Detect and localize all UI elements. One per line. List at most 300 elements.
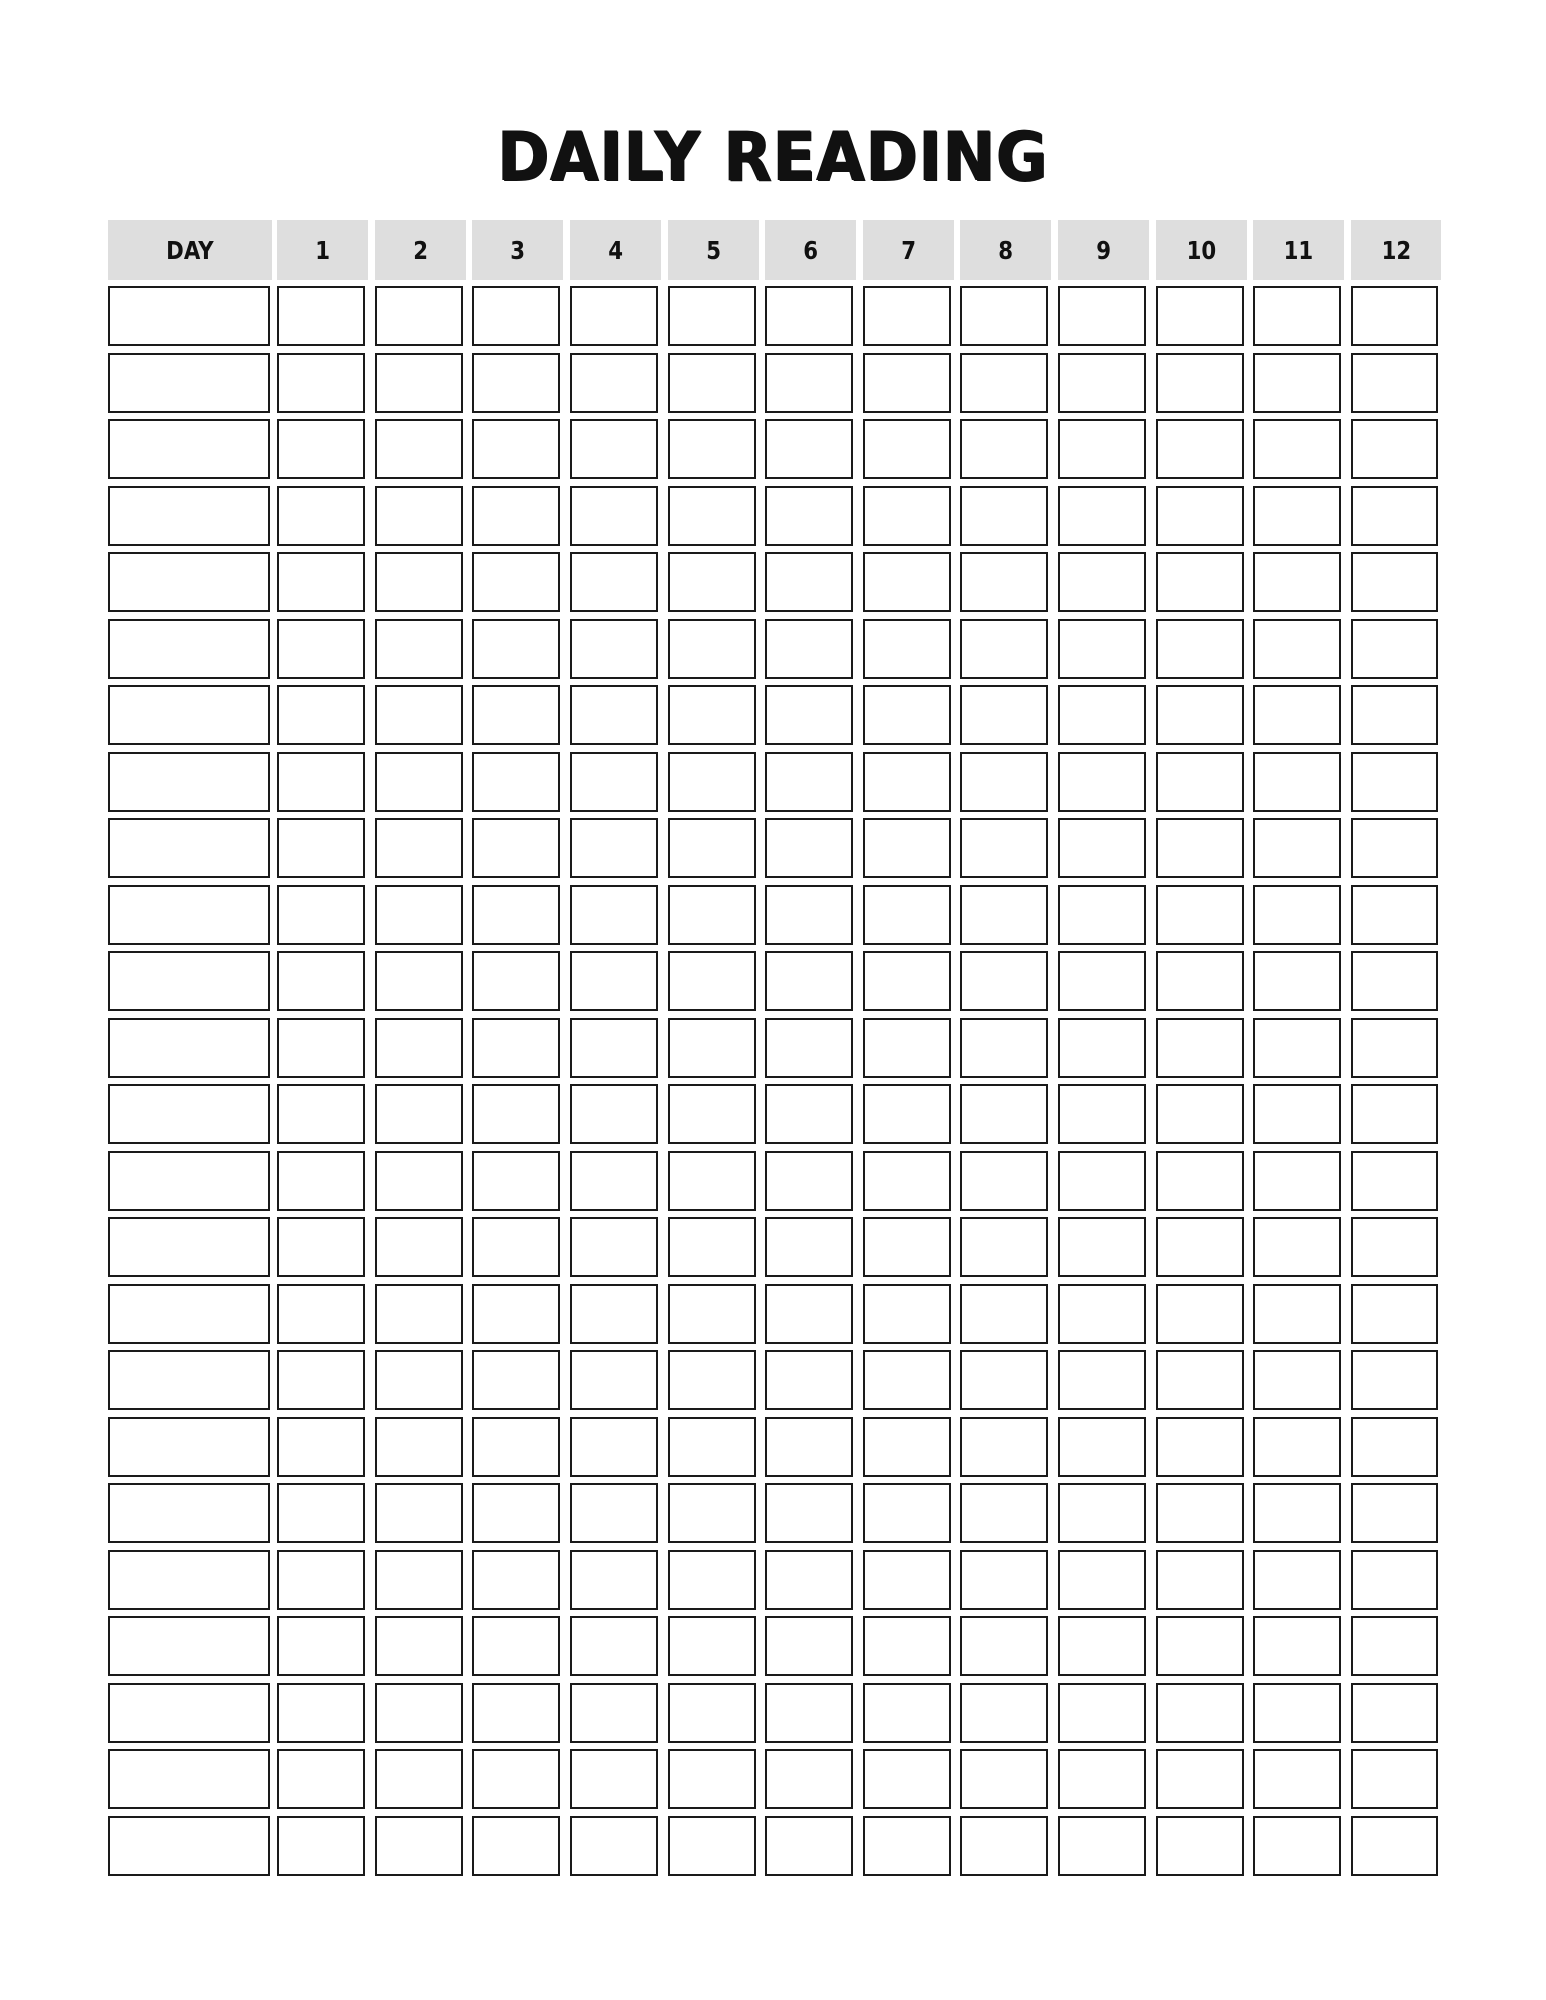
reading-check-box[interactable] bbox=[668, 1217, 756, 1277]
reading-check-box[interactable] bbox=[960, 286, 1048, 346]
reading-check-box[interactable] bbox=[375, 1217, 463, 1277]
reading-check-box[interactable] bbox=[765, 951, 853, 1011]
reading-check-box[interactable] bbox=[1253, 1350, 1341, 1410]
reading-check-box[interactable] bbox=[277, 1018, 365, 1078]
day-entry-box[interactable] bbox=[108, 818, 270, 878]
reading-check-box[interactable] bbox=[668, 1550, 756, 1610]
reading-check-box[interactable] bbox=[1253, 1749, 1341, 1809]
reading-check-box[interactable] bbox=[277, 818, 365, 878]
reading-check-box[interactable] bbox=[277, 486, 365, 546]
reading-check-box[interactable] bbox=[1156, 1749, 1244, 1809]
day-entry-box[interactable] bbox=[108, 1018, 270, 1078]
reading-check-box[interactable] bbox=[277, 1816, 365, 1876]
reading-check-box[interactable] bbox=[765, 486, 853, 546]
reading-check-box[interactable] bbox=[1058, 619, 1146, 679]
reading-check-box[interactable] bbox=[1156, 685, 1244, 745]
reading-check-box[interactable] bbox=[472, 486, 560, 546]
reading-check-box[interactable] bbox=[472, 951, 560, 1011]
reading-check-box[interactable] bbox=[375, 1018, 463, 1078]
reading-check-box[interactable] bbox=[960, 1018, 1048, 1078]
reading-check-box[interactable] bbox=[1156, 752, 1244, 812]
reading-check-box[interactable] bbox=[570, 419, 658, 479]
reading-check-box[interactable] bbox=[375, 486, 463, 546]
reading-check-box[interactable] bbox=[1253, 286, 1341, 346]
day-entry-box[interactable] bbox=[108, 1483, 270, 1543]
reading-check-box[interactable] bbox=[1253, 1550, 1341, 1610]
reading-check-box[interactable] bbox=[863, 885, 951, 945]
reading-check-box[interactable] bbox=[863, 1749, 951, 1809]
reading-check-box[interactable] bbox=[472, 1350, 560, 1410]
day-entry-box[interactable] bbox=[108, 1350, 270, 1410]
reading-check-box[interactable] bbox=[570, 1816, 658, 1876]
reading-check-box[interactable] bbox=[668, 685, 756, 745]
reading-check-box[interactable] bbox=[375, 1284, 463, 1344]
reading-check-box[interactable] bbox=[1351, 1350, 1438, 1410]
reading-check-box[interactable] bbox=[1156, 1284, 1244, 1344]
reading-check-box[interactable] bbox=[1253, 1284, 1341, 1344]
reading-check-box[interactable] bbox=[1058, 552, 1146, 612]
reading-check-box[interactable] bbox=[765, 818, 853, 878]
reading-check-box[interactable] bbox=[570, 1616, 658, 1676]
reading-check-box[interactable] bbox=[765, 619, 853, 679]
reading-check-box[interactable] bbox=[472, 685, 560, 745]
reading-check-box[interactable] bbox=[472, 1018, 560, 1078]
day-entry-box[interactable] bbox=[108, 552, 270, 612]
reading-check-box[interactable] bbox=[960, 1217, 1048, 1277]
reading-check-box[interactable] bbox=[1351, 1616, 1438, 1676]
reading-check-box[interactable] bbox=[277, 1749, 365, 1809]
reading-check-box[interactable] bbox=[570, 818, 658, 878]
reading-check-box[interactable] bbox=[863, 419, 951, 479]
reading-check-box[interactable] bbox=[863, 1483, 951, 1543]
reading-check-box[interactable] bbox=[1253, 1616, 1341, 1676]
reading-check-box[interactable] bbox=[1351, 951, 1438, 1011]
reading-check-box[interactable] bbox=[765, 885, 853, 945]
reading-check-box[interactable] bbox=[1351, 1816, 1438, 1876]
reading-check-box[interactable] bbox=[1351, 1284, 1438, 1344]
reading-check-box[interactable] bbox=[1058, 1217, 1146, 1277]
day-entry-box[interactable] bbox=[108, 1816, 270, 1876]
reading-check-box[interactable] bbox=[765, 1151, 853, 1211]
reading-check-box[interactable] bbox=[765, 1683, 853, 1743]
reading-check-box[interactable] bbox=[1058, 419, 1146, 479]
reading-check-box[interactable] bbox=[863, 685, 951, 745]
reading-check-box[interactable] bbox=[668, 1151, 756, 1211]
reading-check-box[interactable] bbox=[960, 419, 1048, 479]
reading-check-box[interactable] bbox=[1156, 1550, 1244, 1610]
reading-check-box[interactable] bbox=[1253, 619, 1341, 679]
reading-check-box[interactable] bbox=[375, 1483, 463, 1543]
reading-check-box[interactable] bbox=[863, 1018, 951, 1078]
reading-check-box[interactable] bbox=[1058, 885, 1146, 945]
reading-check-box[interactable] bbox=[960, 1550, 1048, 1610]
reading-check-box[interactable] bbox=[960, 1084, 1048, 1144]
reading-check-box[interactable] bbox=[765, 419, 853, 479]
reading-check-box[interactable] bbox=[375, 1616, 463, 1676]
reading-check-box[interactable] bbox=[1351, 1417, 1438, 1477]
day-entry-box[interactable] bbox=[108, 619, 270, 679]
reading-check-box[interactable] bbox=[1156, 1084, 1244, 1144]
reading-check-box[interactable] bbox=[570, 1284, 658, 1344]
reading-check-box[interactable] bbox=[375, 818, 463, 878]
reading-check-box[interactable] bbox=[863, 1151, 951, 1211]
reading-check-box[interactable] bbox=[570, 685, 658, 745]
reading-check-box[interactable] bbox=[960, 1483, 1048, 1543]
reading-check-box[interactable] bbox=[863, 1284, 951, 1344]
reading-check-box[interactable] bbox=[863, 286, 951, 346]
reading-check-box[interactable] bbox=[570, 619, 658, 679]
reading-check-box[interactable] bbox=[765, 1483, 853, 1543]
reading-check-box[interactable] bbox=[1058, 353, 1146, 413]
reading-check-box[interactable] bbox=[863, 1350, 951, 1410]
reading-check-box[interactable] bbox=[668, 1018, 756, 1078]
reading-check-box[interactable] bbox=[1351, 1217, 1438, 1277]
reading-check-box[interactable] bbox=[863, 619, 951, 679]
reading-check-box[interactable] bbox=[863, 1084, 951, 1144]
reading-check-box[interactable] bbox=[472, 1284, 560, 1344]
reading-check-box[interactable] bbox=[668, 353, 756, 413]
reading-check-box[interactable] bbox=[570, 1749, 658, 1809]
reading-check-box[interactable] bbox=[277, 619, 365, 679]
reading-check-box[interactable] bbox=[277, 951, 365, 1011]
reading-check-box[interactable] bbox=[960, 951, 1048, 1011]
reading-check-box[interactable] bbox=[277, 1417, 365, 1477]
day-entry-box[interactable] bbox=[108, 885, 270, 945]
day-entry-box[interactable] bbox=[108, 752, 270, 812]
reading-check-box[interactable] bbox=[1058, 818, 1146, 878]
day-entry-box[interactable] bbox=[108, 486, 270, 546]
reading-check-box[interactable] bbox=[1253, 1417, 1341, 1477]
reading-check-box[interactable] bbox=[1058, 685, 1146, 745]
reading-check-box[interactable] bbox=[472, 1749, 560, 1809]
reading-check-box[interactable] bbox=[668, 286, 756, 346]
reading-check-box[interactable] bbox=[960, 1616, 1048, 1676]
reading-check-box[interactable] bbox=[1058, 1417, 1146, 1477]
reading-check-box[interactable] bbox=[1156, 552, 1244, 612]
reading-check-box[interactable] bbox=[277, 1616, 365, 1676]
reading-check-box[interactable] bbox=[863, 552, 951, 612]
reading-check-box[interactable] bbox=[375, 1417, 463, 1477]
reading-check-box[interactable] bbox=[668, 1483, 756, 1543]
reading-check-box[interactable] bbox=[570, 486, 658, 546]
reading-check-box[interactable] bbox=[570, 1151, 658, 1211]
reading-check-box[interactable] bbox=[1253, 419, 1341, 479]
reading-check-box[interactable] bbox=[472, 1417, 560, 1477]
reading-check-box[interactable] bbox=[1253, 1483, 1341, 1543]
reading-check-box[interactable] bbox=[1058, 1284, 1146, 1344]
reading-check-box[interactable] bbox=[1156, 1217, 1244, 1277]
reading-check-box[interactable] bbox=[1351, 1550, 1438, 1610]
reading-check-box[interactable] bbox=[1253, 818, 1341, 878]
reading-check-box[interactable] bbox=[375, 419, 463, 479]
reading-check-box[interactable] bbox=[1156, 486, 1244, 546]
reading-check-box[interactable] bbox=[375, 1683, 463, 1743]
reading-check-box[interactable] bbox=[570, 1018, 658, 1078]
reading-check-box[interactable] bbox=[570, 1417, 658, 1477]
reading-check-box[interactable] bbox=[277, 1284, 365, 1344]
reading-check-box[interactable] bbox=[570, 353, 658, 413]
reading-check-box[interactable] bbox=[1058, 1550, 1146, 1610]
reading-check-box[interactable] bbox=[1351, 552, 1438, 612]
reading-check-box[interactable] bbox=[765, 353, 853, 413]
reading-check-box[interactable] bbox=[375, 685, 463, 745]
reading-check-box[interactable] bbox=[375, 951, 463, 1011]
reading-check-box[interactable] bbox=[1351, 1683, 1438, 1743]
reading-check-box[interactable] bbox=[1351, 752, 1438, 812]
reading-check-box[interactable] bbox=[765, 1816, 853, 1876]
reading-check-box[interactable] bbox=[1058, 486, 1146, 546]
reading-check-box[interactable] bbox=[1058, 1151, 1146, 1211]
reading-check-box[interactable] bbox=[863, 752, 951, 812]
reading-check-box[interactable] bbox=[668, 1816, 756, 1876]
reading-check-box[interactable] bbox=[472, 818, 560, 878]
reading-check-box[interactable] bbox=[1253, 752, 1341, 812]
reading-check-box[interactable] bbox=[1058, 1816, 1146, 1876]
reading-check-box[interactable] bbox=[765, 1550, 853, 1610]
reading-check-box[interactable] bbox=[863, 818, 951, 878]
reading-check-box[interactable] bbox=[668, 486, 756, 546]
day-entry-box[interactable] bbox=[108, 1550, 270, 1610]
reading-check-box[interactable] bbox=[472, 1483, 560, 1543]
reading-check-box[interactable] bbox=[765, 1284, 853, 1344]
reading-check-box[interactable] bbox=[1351, 1483, 1438, 1543]
reading-check-box[interactable] bbox=[375, 1550, 463, 1610]
day-entry-box[interactable] bbox=[108, 1683, 270, 1743]
reading-check-box[interactable] bbox=[668, 1616, 756, 1676]
day-entry-box[interactable] bbox=[108, 1417, 270, 1477]
reading-check-box[interactable] bbox=[1156, 419, 1244, 479]
reading-check-box[interactable] bbox=[1156, 1417, 1244, 1477]
reading-check-box[interactable] bbox=[765, 1217, 853, 1277]
reading-check-box[interactable] bbox=[1156, 1616, 1244, 1676]
reading-check-box[interactable] bbox=[375, 552, 463, 612]
reading-check-box[interactable] bbox=[1156, 1350, 1244, 1410]
day-entry-box[interactable] bbox=[108, 1217, 270, 1277]
reading-check-box[interactable] bbox=[1058, 1084, 1146, 1144]
reading-check-box[interactable] bbox=[960, 1284, 1048, 1344]
reading-check-box[interactable] bbox=[1253, 1018, 1341, 1078]
reading-check-box[interactable] bbox=[960, 752, 1048, 812]
reading-check-box[interactable] bbox=[472, 1816, 560, 1876]
reading-check-box[interactable] bbox=[1058, 1749, 1146, 1809]
reading-check-box[interactable] bbox=[1156, 951, 1244, 1011]
reading-check-box[interactable] bbox=[570, 1683, 658, 1743]
reading-check-box[interactable] bbox=[375, 752, 463, 812]
reading-check-box[interactable] bbox=[960, 1350, 1048, 1410]
reading-check-box[interactable] bbox=[1351, 486, 1438, 546]
reading-check-box[interactable] bbox=[863, 1616, 951, 1676]
reading-check-box[interactable] bbox=[472, 1616, 560, 1676]
day-entry-box[interactable] bbox=[108, 1284, 270, 1344]
reading-check-box[interactable] bbox=[668, 419, 756, 479]
reading-check-box[interactable] bbox=[472, 1683, 560, 1743]
reading-check-box[interactable] bbox=[1253, 1217, 1341, 1277]
reading-check-box[interactable] bbox=[1058, 1350, 1146, 1410]
reading-check-box[interactable] bbox=[1253, 885, 1341, 945]
reading-check-box[interactable] bbox=[1253, 552, 1341, 612]
reading-check-box[interactable] bbox=[472, 552, 560, 612]
reading-check-box[interactable] bbox=[1253, 1683, 1341, 1743]
reading-check-box[interactable] bbox=[765, 1417, 853, 1477]
reading-check-box[interactable] bbox=[960, 619, 1048, 679]
reading-check-box[interactable] bbox=[863, 1417, 951, 1477]
reading-check-box[interactable] bbox=[960, 353, 1048, 413]
reading-check-box[interactable] bbox=[277, 419, 365, 479]
reading-check-box[interactable] bbox=[472, 353, 560, 413]
reading-check-box[interactable] bbox=[960, 486, 1048, 546]
reading-check-box[interactable] bbox=[765, 1749, 853, 1809]
reading-check-box[interactable] bbox=[960, 552, 1048, 612]
day-entry-box[interactable] bbox=[108, 685, 270, 745]
reading-check-box[interactable] bbox=[277, 1084, 365, 1144]
reading-check-box[interactable] bbox=[570, 1550, 658, 1610]
reading-check-box[interactable] bbox=[1351, 1151, 1438, 1211]
reading-check-box[interactable] bbox=[277, 685, 365, 745]
reading-check-box[interactable] bbox=[375, 1151, 463, 1211]
reading-check-box[interactable] bbox=[570, 552, 658, 612]
reading-check-box[interactable] bbox=[668, 951, 756, 1011]
reading-check-box[interactable] bbox=[1058, 951, 1146, 1011]
reading-check-box[interactable] bbox=[472, 419, 560, 479]
reading-check-box[interactable] bbox=[863, 1683, 951, 1743]
reading-check-box[interactable] bbox=[765, 1018, 853, 1078]
reading-check-box[interactable] bbox=[1351, 286, 1438, 346]
reading-check-box[interactable] bbox=[1156, 818, 1244, 878]
reading-check-box[interactable] bbox=[472, 885, 560, 945]
reading-check-box[interactable] bbox=[668, 1683, 756, 1743]
reading-check-box[interactable] bbox=[1058, 752, 1146, 812]
reading-check-box[interactable] bbox=[277, 1350, 365, 1410]
reading-check-box[interactable] bbox=[375, 353, 463, 413]
reading-check-box[interactable] bbox=[960, 818, 1048, 878]
reading-check-box[interactable] bbox=[668, 1749, 756, 1809]
reading-check-box[interactable] bbox=[765, 552, 853, 612]
reading-check-box[interactable] bbox=[375, 1816, 463, 1876]
reading-check-box[interactable] bbox=[472, 1151, 560, 1211]
reading-check-box[interactable] bbox=[668, 1417, 756, 1477]
reading-check-box[interactable] bbox=[375, 1084, 463, 1144]
reading-check-box[interactable] bbox=[1351, 818, 1438, 878]
reading-check-box[interactable] bbox=[765, 286, 853, 346]
reading-check-box[interactable] bbox=[668, 752, 756, 812]
reading-check-box[interactable] bbox=[277, 552, 365, 612]
reading-check-box[interactable] bbox=[668, 818, 756, 878]
reading-check-box[interactable] bbox=[375, 885, 463, 945]
reading-check-box[interactable] bbox=[668, 552, 756, 612]
reading-check-box[interactable] bbox=[1253, 1084, 1341, 1144]
reading-check-box[interactable] bbox=[668, 1350, 756, 1410]
reading-check-box[interactable] bbox=[375, 1749, 463, 1809]
reading-check-box[interactable] bbox=[277, 353, 365, 413]
reading-check-box[interactable] bbox=[1351, 685, 1438, 745]
reading-check-box[interactable] bbox=[668, 1284, 756, 1344]
day-entry-box[interactable] bbox=[108, 419, 270, 479]
reading-check-box[interactable] bbox=[1351, 1749, 1438, 1809]
reading-check-box[interactable] bbox=[668, 619, 756, 679]
reading-check-box[interactable] bbox=[1058, 1616, 1146, 1676]
reading-check-box[interactable] bbox=[1253, 486, 1341, 546]
reading-check-box[interactable] bbox=[1351, 619, 1438, 679]
reading-check-box[interactable] bbox=[1058, 286, 1146, 346]
reading-check-box[interactable] bbox=[765, 1350, 853, 1410]
reading-check-box[interactable] bbox=[765, 1084, 853, 1144]
reading-check-box[interactable] bbox=[1351, 419, 1438, 479]
reading-check-box[interactable] bbox=[277, 286, 365, 346]
reading-check-box[interactable] bbox=[375, 619, 463, 679]
reading-check-box[interactable] bbox=[277, 1483, 365, 1543]
day-entry-box[interactable] bbox=[108, 1151, 270, 1211]
reading-check-box[interactable] bbox=[472, 286, 560, 346]
reading-check-box[interactable] bbox=[570, 286, 658, 346]
reading-check-box[interactable] bbox=[1058, 1018, 1146, 1078]
reading-check-box[interactable] bbox=[1156, 1483, 1244, 1543]
reading-check-box[interactable] bbox=[1156, 1683, 1244, 1743]
reading-check-box[interactable] bbox=[863, 353, 951, 413]
reading-check-box[interactable] bbox=[960, 1816, 1048, 1876]
reading-check-box[interactable] bbox=[570, 752, 658, 812]
reading-check-box[interactable] bbox=[277, 1217, 365, 1277]
reading-check-box[interactable] bbox=[1156, 1018, 1244, 1078]
reading-check-box[interactable] bbox=[960, 1417, 1048, 1477]
reading-check-box[interactable] bbox=[472, 1550, 560, 1610]
day-entry-box[interactable] bbox=[108, 1084, 270, 1144]
reading-check-box[interactable] bbox=[960, 1749, 1048, 1809]
reading-check-box[interactable] bbox=[1253, 353, 1341, 413]
reading-check-box[interactable] bbox=[863, 1217, 951, 1277]
reading-check-box[interactable] bbox=[277, 1550, 365, 1610]
reading-check-box[interactable] bbox=[375, 286, 463, 346]
reading-check-box[interactable] bbox=[863, 1816, 951, 1876]
reading-check-box[interactable] bbox=[765, 752, 853, 812]
reading-check-box[interactable] bbox=[1156, 1816, 1244, 1876]
reading-check-box[interactable] bbox=[1058, 1683, 1146, 1743]
reading-check-box[interactable] bbox=[277, 1683, 365, 1743]
reading-check-box[interactable] bbox=[570, 951, 658, 1011]
reading-check-box[interactable] bbox=[277, 752, 365, 812]
reading-check-box[interactable] bbox=[570, 1084, 658, 1144]
reading-check-box[interactable] bbox=[1351, 885, 1438, 945]
reading-check-box[interactable] bbox=[570, 1483, 658, 1543]
reading-check-box[interactable] bbox=[668, 1084, 756, 1144]
reading-check-box[interactable] bbox=[1253, 1816, 1341, 1876]
reading-check-box[interactable] bbox=[1351, 1018, 1438, 1078]
reading-check-box[interactable] bbox=[1351, 353, 1438, 413]
reading-check-box[interactable] bbox=[472, 752, 560, 812]
reading-check-box[interactable] bbox=[863, 486, 951, 546]
reading-check-box[interactable] bbox=[1156, 1151, 1244, 1211]
reading-check-box[interactable] bbox=[375, 1350, 463, 1410]
reading-check-box[interactable] bbox=[765, 685, 853, 745]
reading-check-box[interactable] bbox=[472, 1217, 560, 1277]
reading-check-box[interactable] bbox=[960, 685, 1048, 745]
reading-check-box[interactable] bbox=[1253, 685, 1341, 745]
reading-check-box[interactable] bbox=[472, 619, 560, 679]
day-entry-box[interactable] bbox=[108, 1749, 270, 1809]
reading-check-box[interactable] bbox=[1156, 619, 1244, 679]
reading-check-box[interactable] bbox=[277, 1151, 365, 1211]
reading-check-box[interactable] bbox=[1351, 1084, 1438, 1144]
day-entry-box[interactable] bbox=[108, 286, 270, 346]
reading-check-box[interactable] bbox=[960, 1151, 1048, 1211]
reading-check-box[interactable] bbox=[570, 1350, 658, 1410]
reading-check-box[interactable] bbox=[863, 1550, 951, 1610]
day-entry-box[interactable] bbox=[108, 951, 270, 1011]
reading-check-box[interactable] bbox=[863, 951, 951, 1011]
reading-check-box[interactable] bbox=[1156, 885, 1244, 945]
reading-check-box[interactable] bbox=[765, 1616, 853, 1676]
day-entry-box[interactable] bbox=[108, 1616, 270, 1676]
reading-check-box[interactable] bbox=[668, 885, 756, 945]
